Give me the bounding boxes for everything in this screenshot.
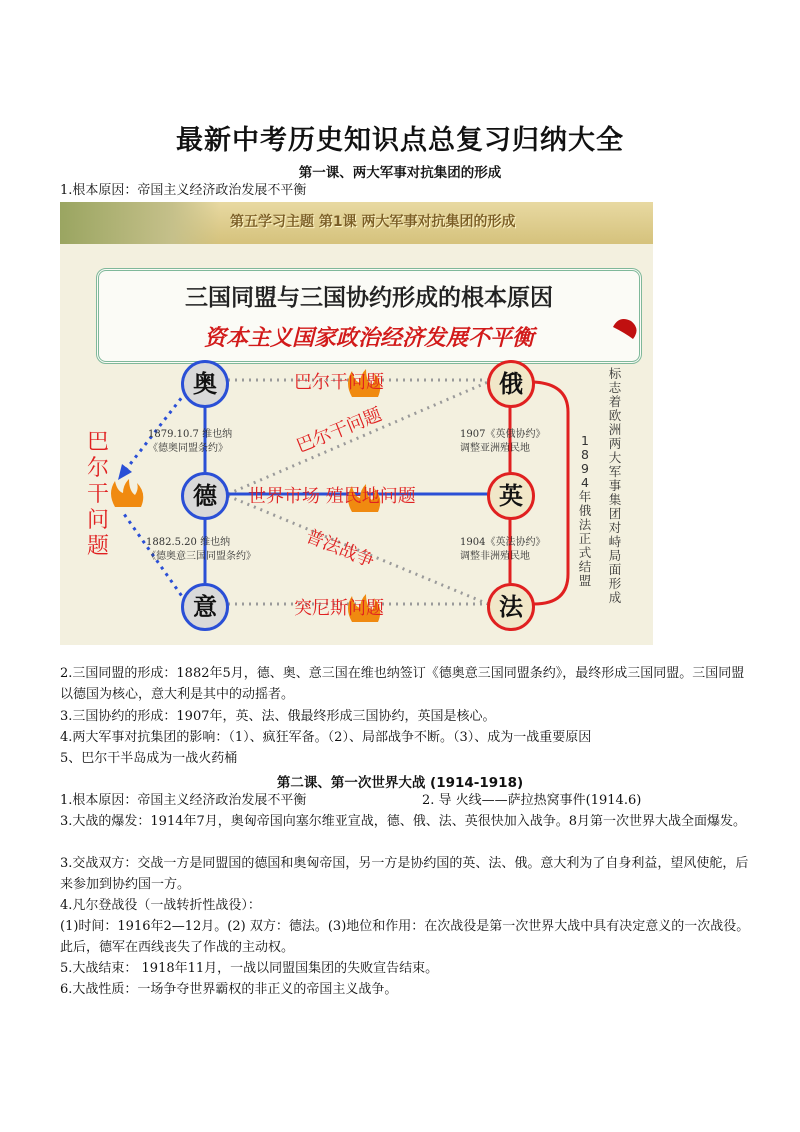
alliance-diagram <box>60 202 653 645</box>
line-de-e <box>228 382 488 494</box>
note-e-ying-desc: 调整亚洲殖民地 <box>460 443 530 454</box>
note-e-ying-treaty: 1907《英俄协约》 <box>460 429 546 440</box>
note-ying-fa <box>460 536 545 564</box>
label-market: 世界市场 殖民地问题 <box>248 486 416 507</box>
lesson2-item-4: 4.凡尔登战役（一战转折性战役）： <box>60 898 261 913</box>
label-balkan-diag: 巴尔干问题 <box>293 403 385 458</box>
label-tunis: 突尼斯问题 <box>294 598 384 619</box>
lesson2-item-1a: 1.根本原因：帝国主义经济政治发展不平衡 <box>60 793 307 808</box>
label-balkan-vertical: 巴尔干问题 <box>86 430 109 559</box>
note-ying-fa-desc: 调整非洲殖民地 <box>460 551 530 562</box>
label-pufa: 普法战争 <box>302 525 378 573</box>
lesson2-item-3b: 3.交战双方：交战一方是同盟国的德国和奥匈帝国，另一方是协约国的英、法、俄。意大利为了自身利益，望风使舵，后来参加到协约国一方。 <box>60 856 749 892</box>
note-e-ying <box>460 428 545 456</box>
node-fa: 法 <box>487 583 535 631</box>
node-de: 德 <box>181 472 229 520</box>
node-ao: 奥 <box>181 360 229 408</box>
lesson1-heading: 第一课、两大军事对抗集团的形成 <box>298 165 502 181</box>
lesson2-item-5: 5.大战结束： 1918年11月，一战以同盟国集团的失败宣告结束。 <box>60 961 439 976</box>
side-mark: 标志着欧洲两大军事集团对峙局面形成 <box>608 366 622 605</box>
lesson2-item-1b: 2. 导 火线——萨拉热窝事件(1914.6) <box>422 793 642 808</box>
bracket-e-fa <box>534 382 568 604</box>
banner-text: 第五学习主题 第1课 两大军事对抗集团的形成 <box>230 214 516 230</box>
lesson2-item-3: 3.大战的爆发：1914年7月，奥匈帝国向塞尔维亚宣战，德、俄、法、英很快加入战争。8月第一次世界大战全面爆发。 <box>60 814 747 829</box>
note-de-ao <box>148 428 232 456</box>
scroll-subtitle: 资本主义国家政治经济发展不平衡 <box>203 325 534 351</box>
label-balkan-top: 巴尔干问题 <box>294 372 384 393</box>
page-title: 最新中考历史知识点总复习归纳大全 <box>176 125 624 156</box>
note-de-yi-treaty: 《德奥意三国同盟条约》 <box>146 551 256 562</box>
lesson1-item-1: 1.根本原因：帝国主义经济政治发展不平衡 <box>60 183 307 198</box>
node-ying: 英 <box>487 472 535 520</box>
lesson1-item-5: 5、巴尔干半岛成为一战火药桶 <box>60 751 238 766</box>
side-1894: 1894年俄法正式结盟 <box>578 433 592 588</box>
note-de-ao-treaty: 《德奥同盟条约》 <box>148 443 228 454</box>
node-yi: 意 <box>181 583 229 631</box>
lesson2-item-6: 6.大战性质：一场争夺世界霸权的非正义的帝国主义战争。 <box>60 982 398 997</box>
lesson1-item-2: 2.三国同盟的形成：1882年5月，德、奥、意三国在维也纳签订《德奥意三国同盟条约》，最终形成三国同盟。三国同盟以德国为核心，意大利是其中的动摇者。 <box>60 666 745 702</box>
node-e: 俄 <box>487 360 535 408</box>
lesson1-item-4: 4.两大军事对抗集团的影响：（1）、疯狂军备。（2）、局部战争不断。（3）、成为一战重要原因 <box>60 730 592 745</box>
scroll-title: 三国同盟与三国协约形成的根本原因 <box>185 285 553 311</box>
note-de-ao-date: 1879.10.7 维也纳 <box>148 429 233 440</box>
arrowhead-1 <box>118 464 132 480</box>
lesson1-item-3: 3.三国协约的形成：1907年，英、法、俄最终形成三国协约，英国是核心。 <box>60 709 496 724</box>
note-ying-fa-treaty: 1904《英法协约》 <box>460 537 546 548</box>
note-de-yi <box>146 536 256 564</box>
lesson2-heading: 第二课、第一次世界大战 (1914-1918) <box>276 775 524 791</box>
note-de-yi-date: 1882.5.20 维也纳 <box>146 537 231 548</box>
lesson2-item-4-detail: (1)时间：1916年2—12月。(2) 双方：德法。(3)地位和作用：在次战役是第一次世界大战中具有决定意义的一次战役。此后，德军在西线丧失了作战的主动权。 <box>60 919 750 955</box>
